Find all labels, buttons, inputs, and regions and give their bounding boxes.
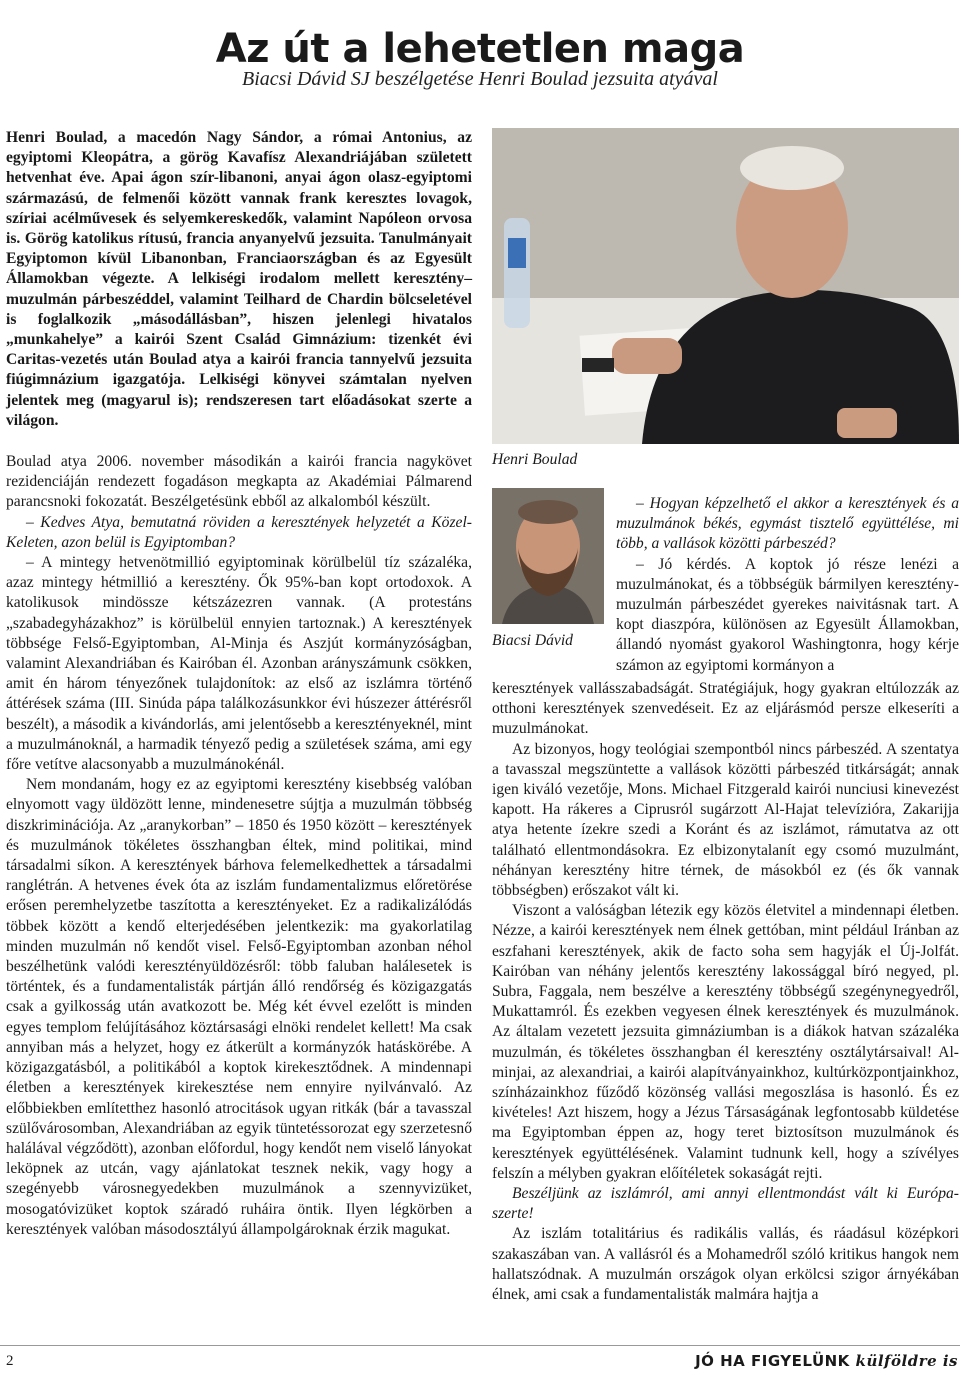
lead-paragraph [6,128,472,431]
biacsi-david-photo [492,488,604,624]
magazine-brand [695,1352,958,1370]
brand-name: JÓ HA FIGYELÜNK [695,1352,850,1370]
right-column-body [492,679,959,1305]
brand-tagline: külföldre is [855,1352,958,1370]
interview-question: – Hogyan képzelhető el akkor a keresztények és a muzulmánok békés, egymást tisztelő együttélése, mi több, a vallások közötti párbeszéd? [616,495,959,553]
right-column-top [616,494,959,676]
henri-boulad-photo [492,128,959,444]
body-paragraph: – Jó kérdés. A koptok jó része lenézi a muzulmánokat, és a többségük bármilyen keresztény-muzulmán párbeszédet gyerekes naivitásnak tart. A kopt diaszpóra, különösen az Egyesült Államokban, állandó nyomást gyakorol Washingtonra, hogy kérje számon az egyiptomi kormányon a [616,555,959,674]
body-paragraph: Nem mondanám, hogy ez az egyiptomi keresztény kisebbség valóban elnyomott vagy üldözött lenne, mindenesetre sújtja a muzulmán többség diszkriminációja. Az „aranykorban” – 1850 és 1950 között – keresztények és muzulmánok tökéletes összhangban éltek, mind politikai, mind társadalmi síkon. A keresztények bárhova felemelkedhettek a társadalmi ranglétrán. A hetvenes évek óta az iszlám fundamentalizmus előretörése erősen peremhelyzetbe taszította a keresztényeket. Ez a radikalizálódás többek között a kendő elterjedésében jelentkezik: ma gyakorlatilag minden muzulmán nő kendőt visel. Felső-Egyiptomban azonban néhol beszélhetünk valódi keresztényüldözésről: több faluban halálesetek is történtek, és a fundamentalisták pártján álló rendőrség és közigazgatás csak a gyilkosság után avatkozott be. Még két évvel ezelőtt is minden egyes templom felújításához köztársasági elnöki rendelet kellett! Ma csak annyiban más a helyzet, hogy ez átkerült a kormányzók hatáskörébe. A közigazgatásból, a politikából a koptok kirekesztődnek. A mindennapi életben a keresztények kirekesztése nem ennyire nyilvánvaló. Az előbbiekben említetthez hasonló atrocitások ugyan ritkák (bár a tavasszal szülővárosomban, Alexandriában az egyik tüntetéssorozat egy szerzetesnő halálával végződött), azonban előfordul, hogy kendőt nem viselő lányokat leköpnek az utcán, vagy ajánlatokat tesznek nekik, vagy hogy a szegényebb városnegyedekben muzulmánok a szennyvizüket, mosogatóvizüket koptok száradó ruháira öntik. Ilyen légkörben a keresztények valóban másodosztályú állampolgároknak érzik magukat. [6,776,472,1238]
portrait-illustration [492,488,604,624]
article-subtitle: Biacsi Dávid SJ beszélgetése Henri Boulad jezsuita atyával [241,68,718,90]
article-title: Az út a lehetetlen maga [215,25,745,72]
lead-text: Henri Boulad, a macedón Nagy Sándor, a római Antonius, az egyiptomi Kleopátra, a görög Kavafísz Alexandriájában született hetvenhat éve. Apai ágon szír-libanoni, anyai ágon olasz-egyiptomi származású, de felmenői között vannak frank keresztes lovagok, szíriai acélművesek és selyemkereskedők, valamint Napóleon orvosa is. Görög katolikus rítusú, francia anyanyelvű jezsuita. Tanulmányait Egyiptomon kívül Libanonban, Franciaországban és az Egyesült Államokban végezte. A lelkiségi irodalom mellett keresztény–muzulmán párbeszéddel, valamint Teilhard de Chardin bölcseletével is foglalkozik „másodállásban”, hiszen jelenlegi hivatalos „munkahelye” a kairói Szent Család Gimnázium: tizenkét évi Caritas-vezetés után Boulad atya a kairói francia tannyelvű jezsuita fiúgimnázium igazgatója. Lelkiségi könyvei számtalan nyelven jelentek meg (magyarul is); rendszeresen tart előadásokat szerte a világon. [6,129,472,429]
body-paragraph: Az bizonyos, hogy teológiai szempontból nincs párbeszéd. A szentatya a tavasszal megszüntette a vallások közötti párbeszéd titkárságát; annak igen kiváló vezetője, Mons. Michael Fitzgerald kairói nunciusi kinevezést kapott. Ha rákeres a Ciprusról sugárzott Al-Hajat televízióra, Zakarijja atya hetente ízekre szedi a Koránt és az iszlámot, rámutatva az ott található ellentmondásokra. Ez elbizonytalanít egy csomó muzulmánt, néhányan keresztény hitre térnek, de másokból ez (és ők vannak többségben) erőszakot vált ki. [492,740,959,900]
interview-question: – Kedves Atya, bemutatná röviden a keresztények helyzetét a Közel-Keleten, azon belül is Egyiptomban? [6,513,472,551]
footer-divider [0,1345,960,1346]
photo-illustration [492,128,959,444]
main-photo-caption: Henri Boulad [492,451,578,468]
body-paragraph: keresztények vallásszabadságát. Stratégiájuk, hogy gyakran eltúlozzák az otthoni keresztények szenvedéseit. Ez az eljárásmód persze elkeseríti a muzulmánokat. [492,680,959,738]
interview-question: Beszéljünk az iszlámról, ami annyi ellentmondást vált ki Európa-szerte! [492,1185,959,1223]
body-paragraph: Viszont a valóságban létezik egy közös életvitel a mindennapi életben. Nézze, a kairói keresztények nem élnek gettóban, mint például Iránban az eszfahani keresztények, akik de facto soha sem hagyják el Új-Jolfát. Kairóban van néhány jelentős keresztény lakossággal bíró negyed, pl. Subra, Faggala, nem beszélve a keresztény többségű szegénynegyedről, Mukattamról. És ezekben vegyesen élnek keresztények és muzulmánok. Az általam vezetett jezsuita gimnáziumban is a diákok hatvan százaléka muzulmán, és tökéletes összhangban él keresztény osztálytársaival! Al-minjai, az alexandriai, a kairói alapítványainkhoz, kultúrközpontjainkhoz, színházainkhoz fűződő közönség vallási megoszlása is hasonló. És ez kivételes! Azt hiszem, hogy a Jézus Társaságának legfontosabb küldetése ma Egyiptomban éppen az, hogy teret biztosítson muzulmánok és keresztények együttélésének. Valamint tudnunk kell, hogy a szívélyes felszín a mélyben gyakran előítéletek sokaságát rejti. [492,902,959,1182]
body-paragraph: Boulad atya 2006. november másodikán a kairói francia nagykövet rezidenciáján rendezett fogadáson megkapta az Akadémiai Pálmarend parancsnoki fokozatát. Beszélgetésünk ebből az alkalomból készült. [6,453,472,511]
body-paragraph: Az iszlám totalitárius és radikális vallás, és ráadásul középkori szakaszában van. A vallásról és a Mohamedről szóló kritikus hangok nem hallatszódnak. A muzulmán országok olyan erkölcsi szigor árnyékában élnek, ami csak a fundamentalisták malmára hajtja a [492,1225,959,1304]
left-column-body [6,452,472,1240]
page-number: 2 [6,1353,14,1369]
body-paragraph: – A mintegy hetvenötmillió egyiptominak körülbelül tíz százaléka, azaz mintegy hétmillió a keresztény. Ők 95%-ban kopt ortodoxok. A katolikusok mindössze kétszázezren vannak. (A protestáns „szabadegyházakhoz” is körülbelül ennyien tartoznak.) A keresztények többsége Felső-Egyiptomban, Al-Minja és Aszjút kormányzóságban, valamint Alexandriában és Kairóban él. Azonban arányszámunk csökken, amit én három tényezőnek tulajdonítok: az első az iszlámra történő áttérések száma (III. Sinúda pápa találkozásunkkor évi húszezer áttérésről beszélt), a második a kivándorlás, ami jelentősebb a keresztényeknél, mint a muzulmánoknál, a harmadik tényező pedig a születések száma, ami egy főre vetítve alacsonyabb a muzulmánokénál. [6,554,472,774]
small-photo-caption: Biacsi Dávid [492,632,573,649]
